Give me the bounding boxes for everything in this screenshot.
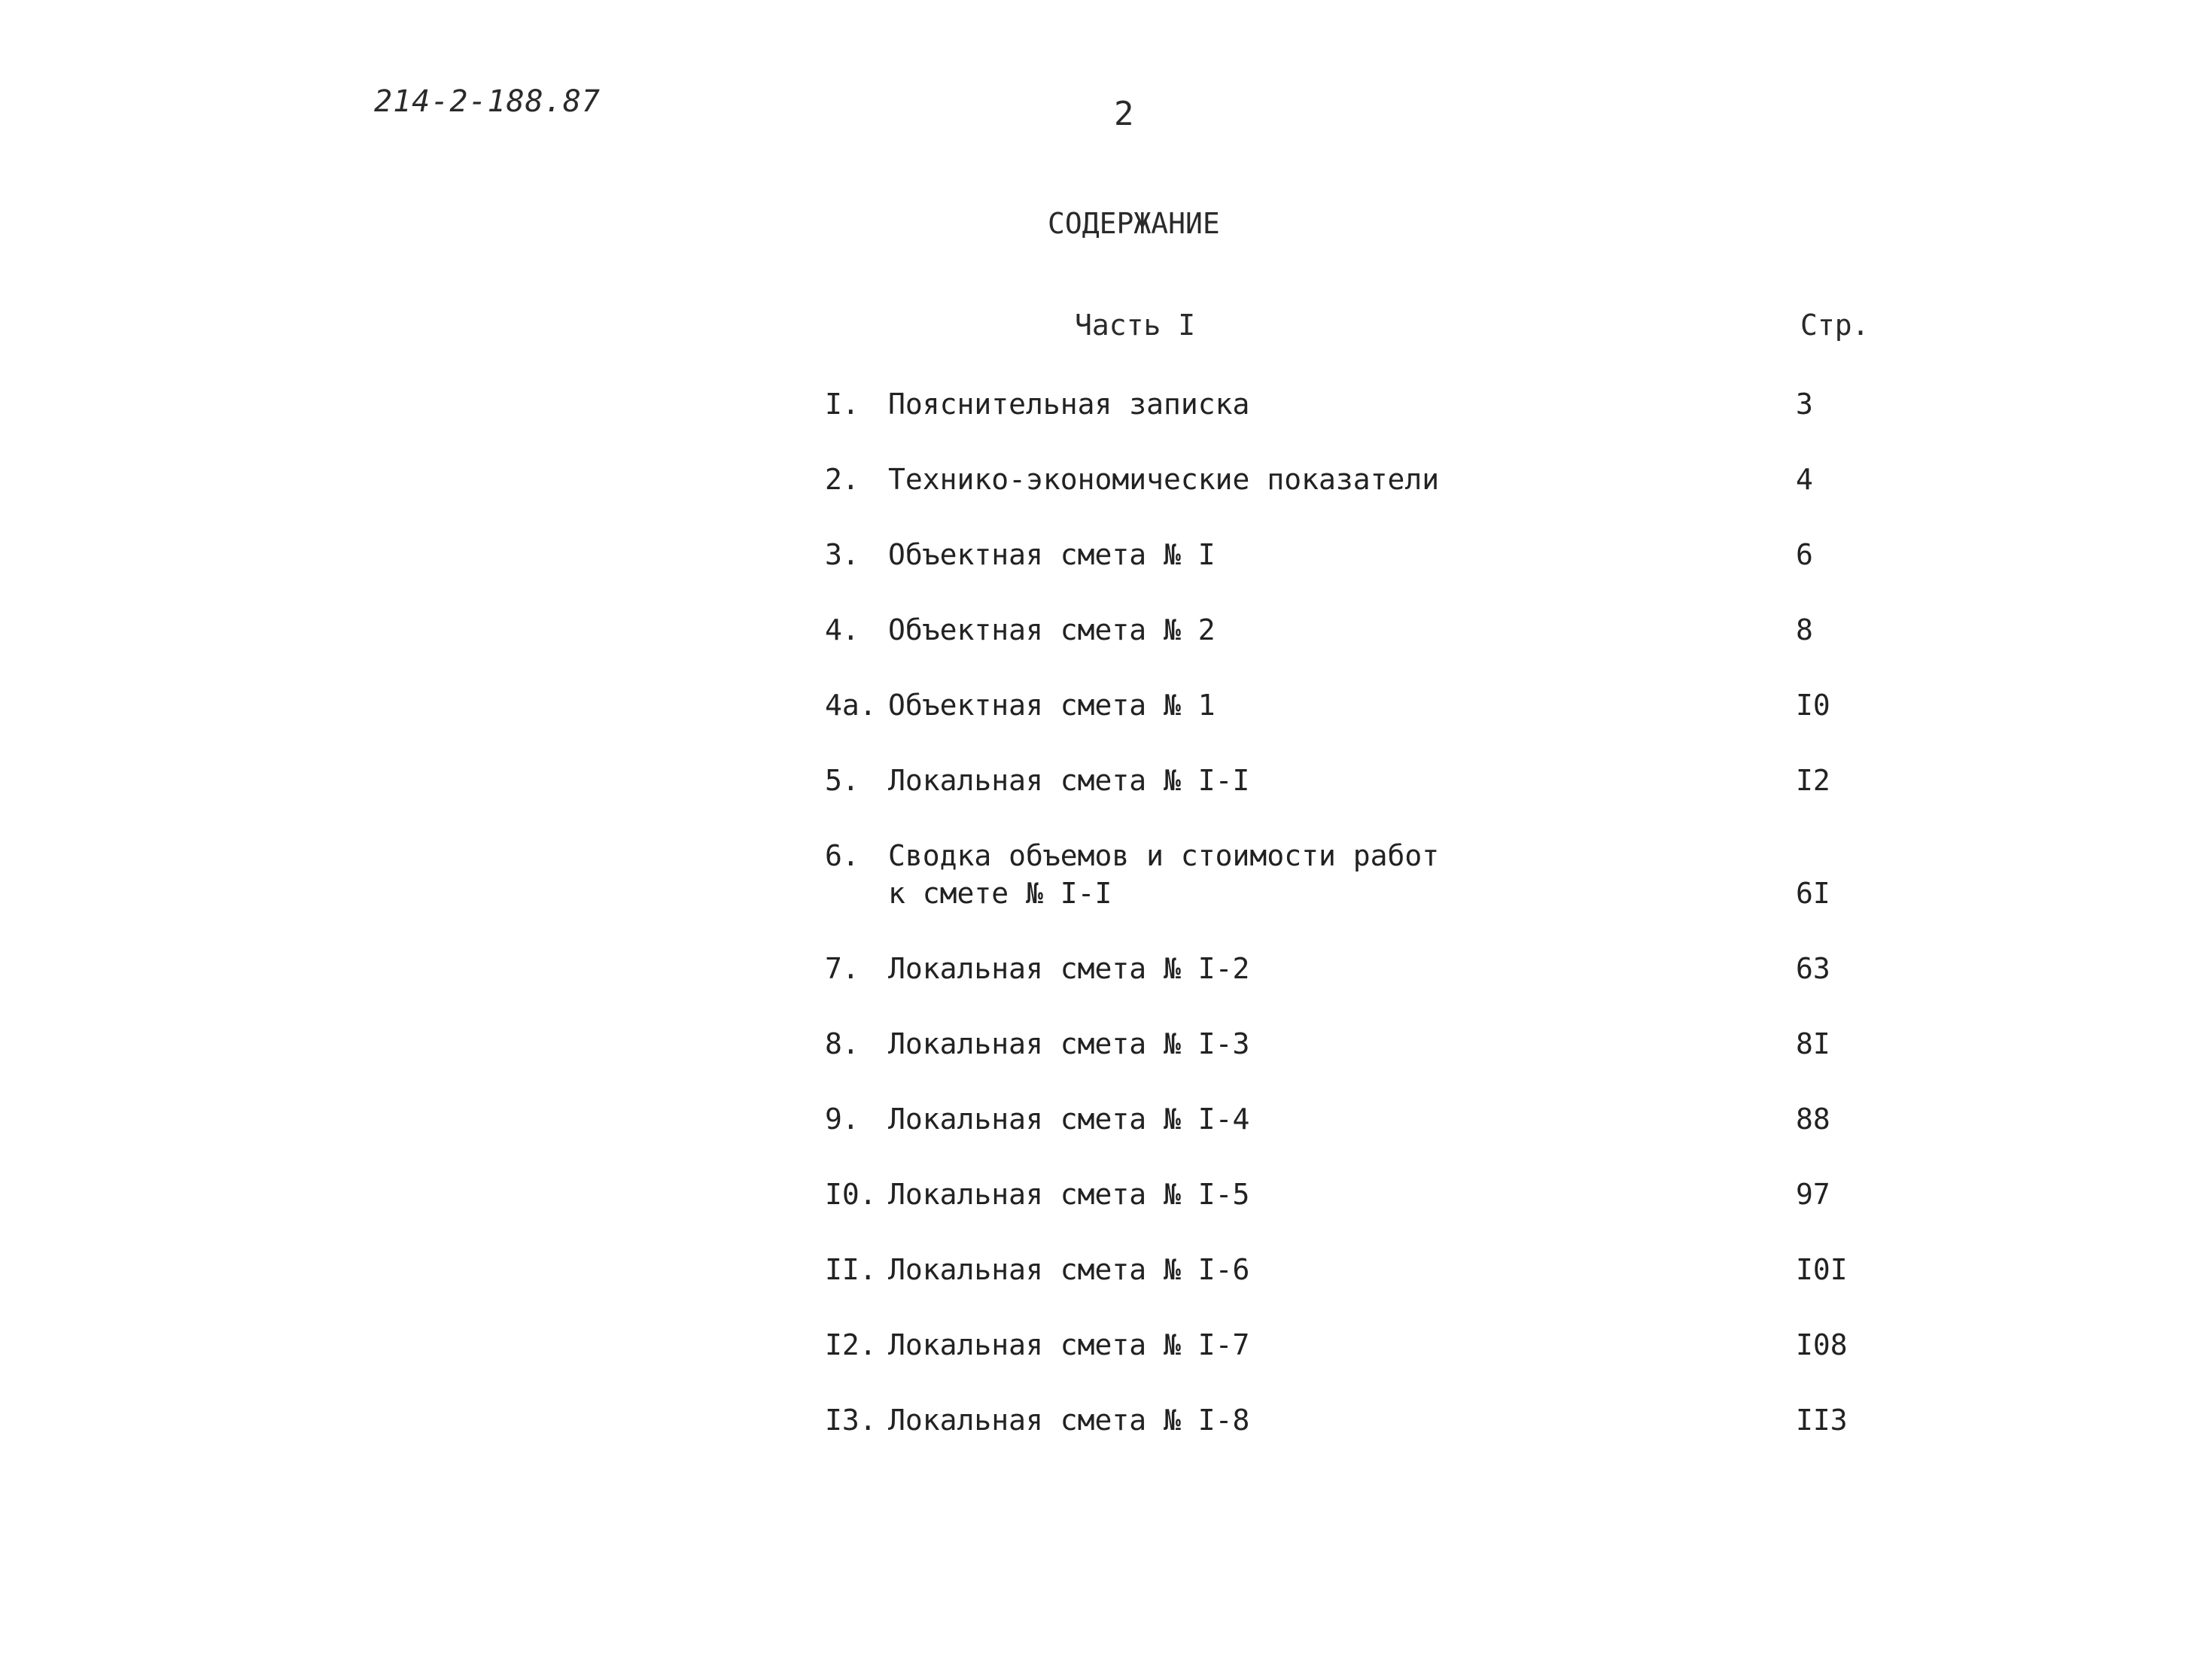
toc-item-title: Технико-экономические показатели [888,463,1440,496]
toc-item-title: Локальная смета № I-7 [888,1328,1250,1361]
toc-item-page: 63 [1796,952,1830,985]
toc-item-number: I2. [825,1328,877,1361]
toc-item-page: 6 [1796,538,1813,571]
toc-item-page: I0 [1796,689,1830,722]
toc-item-number: 9. [825,1103,860,1136]
toc-item-title: Локальная смета № I-2 [888,952,1250,985]
part-label: Часть I [1075,309,1196,342]
toc-item-page: 88 [1796,1103,1830,1136]
toc-item-number: I0. [825,1178,877,1211]
toc-item-number: I3. [825,1404,877,1437]
toc-item-title: Локальная смета № I-8 [888,1404,1250,1437]
toc-item-title-continued: к смете № I-I [888,877,1112,910]
page-column-header: Стр. [1800,309,1870,342]
toc-item-number: 5. [825,764,860,797]
toc-item-title: Локальная смета № I-3 [888,1027,1250,1060]
toc-item-title: Сводка объемов и стоимости работ [888,839,1440,872]
toc-item-page: I08 [1796,1328,1848,1361]
toc-item-page: I0I [1796,1253,1848,1286]
toc-item-title: Объектная смета № I [888,538,1216,571]
toc-item-title: Объектная смета № 1 [888,689,1216,722]
toc-item-number: 7. [825,952,860,985]
toc-item-page: 3 [1796,388,1813,421]
toc-item-number: 8. [825,1027,860,1060]
toc-item-title: Локальная смета № I-4 [888,1103,1250,1136]
toc-item-number: 2. [825,463,860,496]
toc-item-title: Пояснительная записка [888,388,1250,421]
toc-item-number: 4a. [825,689,877,722]
toc-item-page: 6I [1796,877,1830,910]
toc-item-page: 8I [1796,1027,1830,1060]
toc-item-page: 8 [1796,613,1813,646]
toc-item-number: 6. [825,839,860,872]
toc-item-page: II3 [1796,1404,1848,1437]
toc-item-page: I2 [1796,764,1830,797]
toc-title: СОДЕРЖАНИЕ [1048,207,1220,240]
toc-item-number: I. [825,388,860,421]
page-number: 2 [1114,95,1134,133]
toc-item-page: 97 [1796,1178,1830,1211]
document-code: 214-2-188.87 [374,84,601,119]
toc-item-title: Локальная смета № I-I [888,764,1250,797]
toc-item-number: 3. [825,538,860,571]
toc-item-number: 4. [825,613,860,646]
toc-item-title: Локальная смета № I-5 [888,1178,1250,1211]
toc-item-number: II. [825,1253,877,1286]
toc-item-title: Локальная смета № I-6 [888,1253,1250,1286]
toc-item-page: 4 [1796,463,1813,496]
toc-item-title: Объектная смета № 2 [888,613,1216,646]
